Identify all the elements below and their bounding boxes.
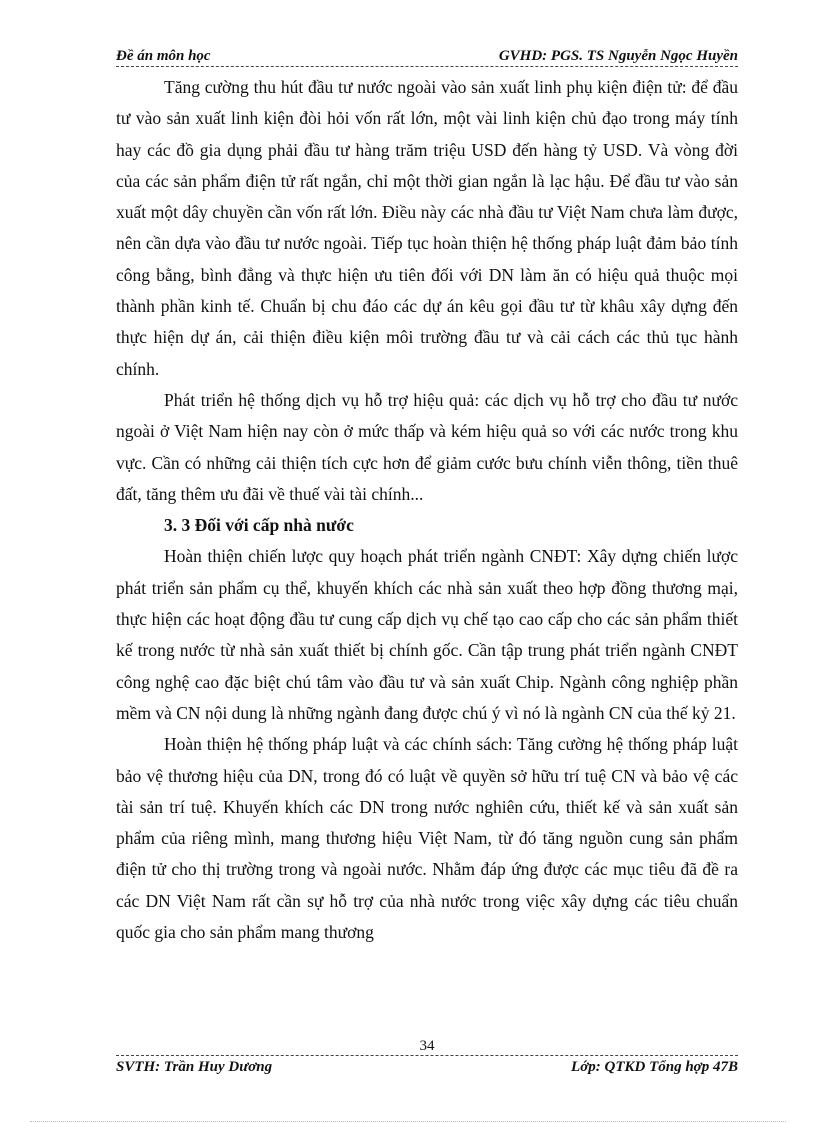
footer-divider — [116, 1055, 738, 1056]
paragraph: Hoàn thiện hệ thống pháp luật và các chính sách: Tăng cường hệ thống pháp luật bảo vệ thương hiệu của DN, trong đó có luật về quyền sở hữu trí tuệ CN và bảo vệ các tài sản trí tuệ. Khuyến khích các DN trong nước nghiên cứu, thiết kế và sản xuất sản phẩm của riêng mình, mang thương hiệu Việt Nam, từ đó tăng nguồn cung sản phẩm điện tử cho thị trường trong và ngoài nước. Nhằm đáp ứng được các mục tiêu đã đề ra các DN Việt Nam rất cần sự hỗ trợ của nhà nước trong việc xây dựng các tiêu chuẩn quốc gia cho sản phẩm mang thương — [116, 734, 738, 943]
paragraph: Tăng cường thu hút đầu tư nước ngoài vào sản xuất linh phụ kiện điện tử: để đầu tư vào sản xuất linh kiện đòi hỏi vốn rất lớn, một vài linh kiện chủ đạo trong máy tính hay các đồ gia dụng phải đầu tư hàng trăm triệu USD đến hàng tỷ USD. Và vòng đời của các sản phẩm điện tử rất ngắn, chỉ một thời gian ngắn là lạc hậu. Để đầu tư vào sản xuất một dây chuyền cần vốn rất lớn. Điều này các nhà đầu tư Việt Nam chưa làm được, nên cần dựa vào đầu tư nước ngoài. Tiếp tục hoàn thiện hệ thống pháp luật đảm bảo tính công bằng, bình đẳng và thực hiện ưu tiên đối với DN làm ăn có hiệu quả thuộc mọi thành phần kinh tế. Chuẩn bị chu đáo các dự án kêu gọi đầu tư từ khâu xây dựng đến thực hiện dự án, cải thiện điều kiện môi trường đầu tư và cải cách các thủ tục hành chính. — [116, 77, 738, 379]
header-course: Đề án môn học — [116, 48, 211, 64]
section-heading: 3. 3 Đối với cấp nhà nước — [164, 515, 354, 536]
footer-class: Lớp: QTKD Tổng hợp 47B — [571, 1059, 738, 1075]
paragraph: Phát triển hệ thống dịch vụ hỗ trợ hiệu quả: các dịch vụ hỗ trợ cho đầu tư nước ngoài ở Việt Nam hiện nay còn ở mức thấp và kém hiệu quả so với các nước trong khu vực. Cần có những cải thiện tích cực hơn để giảm cước bưu chính viễn thông, tiền thuê đất, tăng thêm ưu đãi về thuế vài tài chính... — [116, 389, 738, 504]
page-header — [116, 46, 738, 67]
footer-student: SVTH: Trần Huy Dương — [116, 1059, 273, 1075]
paragraph: Hoàn thiện chiến lược quy hoạch phát triển ngành CNĐT: Xây dựng chiến lược phát triển sản phẩm cụ thể, khuyến khích các nhà sản xuất theo hợp đồng thương mại, thực hiện các hoạt động đầu tư cung cấp dịch vụ chế tạo cao cấp cho các sản phẩm thiết kế trong nước từ nhà sản xuất thiết bị chính gốc. Cần tập trung phát triển ngành CNĐT công nghệ cao đặc biệt chú tâm vào đầu tư và sản xuất Chip. Ngành công nghiệp phần mềm và CN nội dung là những ngành đang được chú ý vì nó là ngành CN của thế kỷ 21. — [116, 546, 738, 723]
page-number: 34 — [419, 1038, 435, 1054]
page-edge-divider — [30, 1121, 786, 1122]
header-supervisor: GVHD: PGS. TS Nguyễn Ngọc Huyền — [498, 48, 738, 64]
page-footer — [116, 1057, 738, 1079]
document-body — [116, 72, 738, 948]
